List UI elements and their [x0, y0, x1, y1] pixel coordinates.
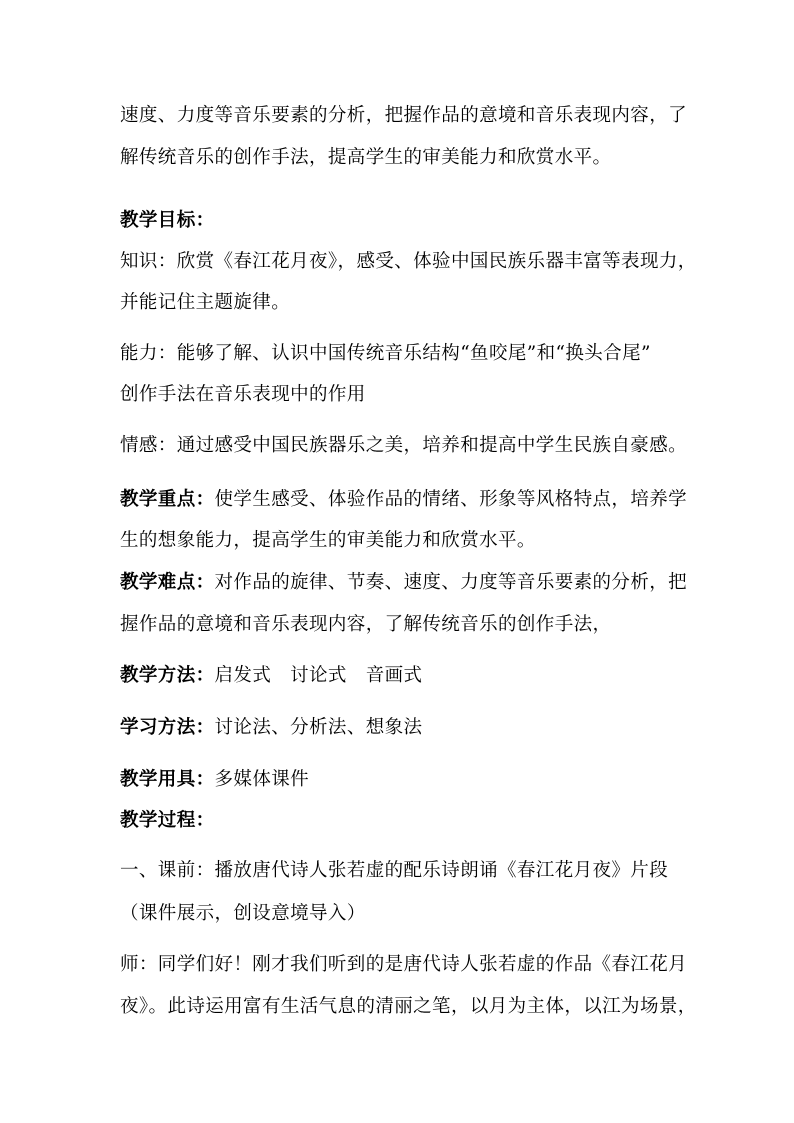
- difficulty-text-1: 对作品的旋律、节奏、速度、力度等音乐要素的分析，把: [214, 572, 688, 593]
- knowledge-line-2: 并能记住主题旋律。: [120, 292, 291, 313]
- learning-method-value: 讨论法、分析法、想象法: [214, 717, 423, 738]
- goals-heading: 教学目标：: [120, 210, 215, 231]
- difficulty-label: 教学难点：: [120, 572, 215, 593]
- difficulty-line-2: 握作品的意境和音乐表现内容，了解传统音乐的创作手法，: [120, 614, 612, 635]
- learning-method-line: [120, 715, 422, 741]
- teacher-line-2: 夜》。此诗运用富有生活气息的清丽之笔，以月为主体，以江为场景，: [120, 996, 697, 1017]
- teacher-line-1: 师：同学们好！刚才我们听到的是唐代诗人张若虚的作品《春江花月: [120, 954, 688, 975]
- key-points-label: 教学重点：: [120, 489, 215, 510]
- ability-line-2: 创作手法在音乐表现中的作用: [120, 384, 366, 405]
- intro-line-2: 解传统音乐的创作手法，提高学生的审美能力和欣赏水平。: [120, 147, 612, 168]
- step1-line-2: （课件展示，创设意境导入）: [120, 903, 366, 924]
- teaching-method-value: 启发式 讨论式 音画式: [214, 665, 423, 686]
- process-heading: 教学过程：: [120, 810, 215, 831]
- step1-line-1: 一、课前：播放唐代诗人张若虚的配乐诗朗诵《春江花月夜》片段: [120, 860, 669, 881]
- ability-line-1: 能力：能够了解、认识中国传统音乐结构“鱼咬尾”和“换头合尾”: [120, 343, 651, 364]
- key-points-line-2: 生的想象能力，提高学生的审美能力和欣赏水平。: [120, 530, 536, 551]
- teaching-method-line: [120, 663, 422, 689]
- tools-line: [120, 767, 309, 793]
- knowledge-line-1: 知识：欣赏《春江花月夜》，感受、体验中国民族乐器丰富等表现力，: [120, 251, 697, 272]
- teaching-method-label: 教学方法：: [120, 665, 215, 686]
- tools-label: 教学用具：: [120, 769, 215, 790]
- intro-line-1: 速度、力度等音乐要素的分析，把握作品的意境和音乐表现内容，了: [120, 105, 688, 126]
- key-points-line-1: [120, 487, 687, 513]
- emotion-line: 情感：通过感受中国民族器乐之美，培养和提高中学生民族自豪感。: [120, 435, 688, 456]
- tools-value: 多媒体课件: [214, 769, 310, 790]
- difficulty-line-1: [120, 570, 687, 596]
- key-points-text-1: 使学生感受、体验作品的情绪、形象等风格特点，培养学: [214, 489, 688, 510]
- learning-method-label: 学习方法：: [120, 717, 215, 738]
